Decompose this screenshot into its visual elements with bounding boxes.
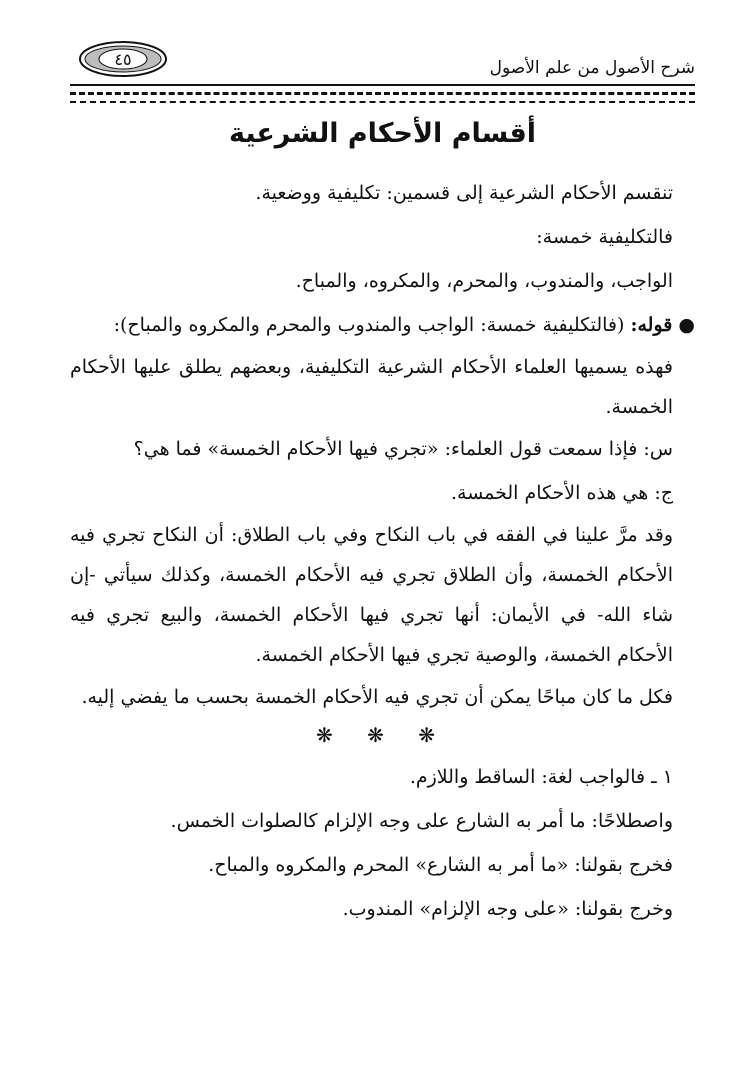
paragraph-intro: تنقسم الأحكام الشرعية إلى قسمين: تكليفية ووضعية. bbox=[255, 182, 673, 204]
header-rule-dashed-lower bbox=[70, 101, 695, 103]
qawluh-label: قوله: bbox=[630, 314, 673, 336]
section-title: أقسام الأحكام الشرعية bbox=[228, 118, 537, 149]
comment-paragraph: فهذه يسميها العلماء الأحكام الشرعية التكليفية، وبعضهم يطلق عليها الأحكام الخمسة. bbox=[70, 356, 673, 418]
comment-heading bbox=[70, 303, 695, 347]
mubah-paragraph: فكل ما كان مباحًا يمكن أن تجري فيه الأحكام الخمسة بحسب ما يفضي إليه. bbox=[81, 686, 673, 708]
page-number: ٤٥ bbox=[114, 50, 132, 69]
paragraph-taklifiya: فالتكليفية خمسة: bbox=[536, 226, 673, 248]
wajib-istilah: واصطلاحًا: ما أمر به الشارع على وجه الإلزام كالصلوات الخمس. bbox=[170, 810, 673, 832]
page-number-badge bbox=[78, 40, 168, 78]
separator-stars: ❋ ❋ ❋ bbox=[316, 723, 449, 747]
page-body bbox=[70, 118, 695, 931]
wajib-exclusion-1: فخرج بقولنا: «ما أمر به الشارع» المحرم والمكروه والمباح. bbox=[208, 854, 673, 876]
bullet-icon: ● bbox=[678, 314, 695, 336]
question: س: فإذا سمعت قول العلماء: «تجري فيها الأحكام الخمسة» فما هي؟ bbox=[133, 438, 673, 460]
fiqh-paragraph: وقد مرَّ علينا في الفقه في باب النكاح وفي باب الطلاق: أن النكاح تجري فيه الأحكام الخمسة، وأن الطلاق تجري فيه الأحكام الخمسة، وكذلك سيأتي -إن شاء الله- في الأيمان: أنها تجري فيها الأحكام الخمسة، والبيع تجري فيه الأحكام الخمسة، والوصية تجري فيها الأحكام الخمسة. bbox=[70, 524, 673, 666]
wajib-definition: ١ ـ فالواجب لغة: الساقط واللازم. bbox=[409, 766, 673, 788]
running-title: شرح الأصول من علم الأصول bbox=[489, 58, 695, 78]
paragraph-list: الواجب، والمندوب، والمحرم، والمكروه، والمباح. bbox=[295, 270, 673, 292]
page-header bbox=[70, 34, 695, 84]
header-rule-dashed bbox=[70, 92, 695, 95]
header-rule-solid bbox=[70, 84, 695, 86]
wajib-exclusion-2: وخرج بقولنا: «على وجه الإلزام» المندوب. bbox=[342, 898, 673, 920]
answer: ج: هي هذه الأحكام الخمسة. bbox=[450, 482, 673, 504]
comment-quote: (فالتكليفية خمسة: الواجب والمندوب والمحرم والمكروه والمباح): bbox=[113, 314, 625, 336]
